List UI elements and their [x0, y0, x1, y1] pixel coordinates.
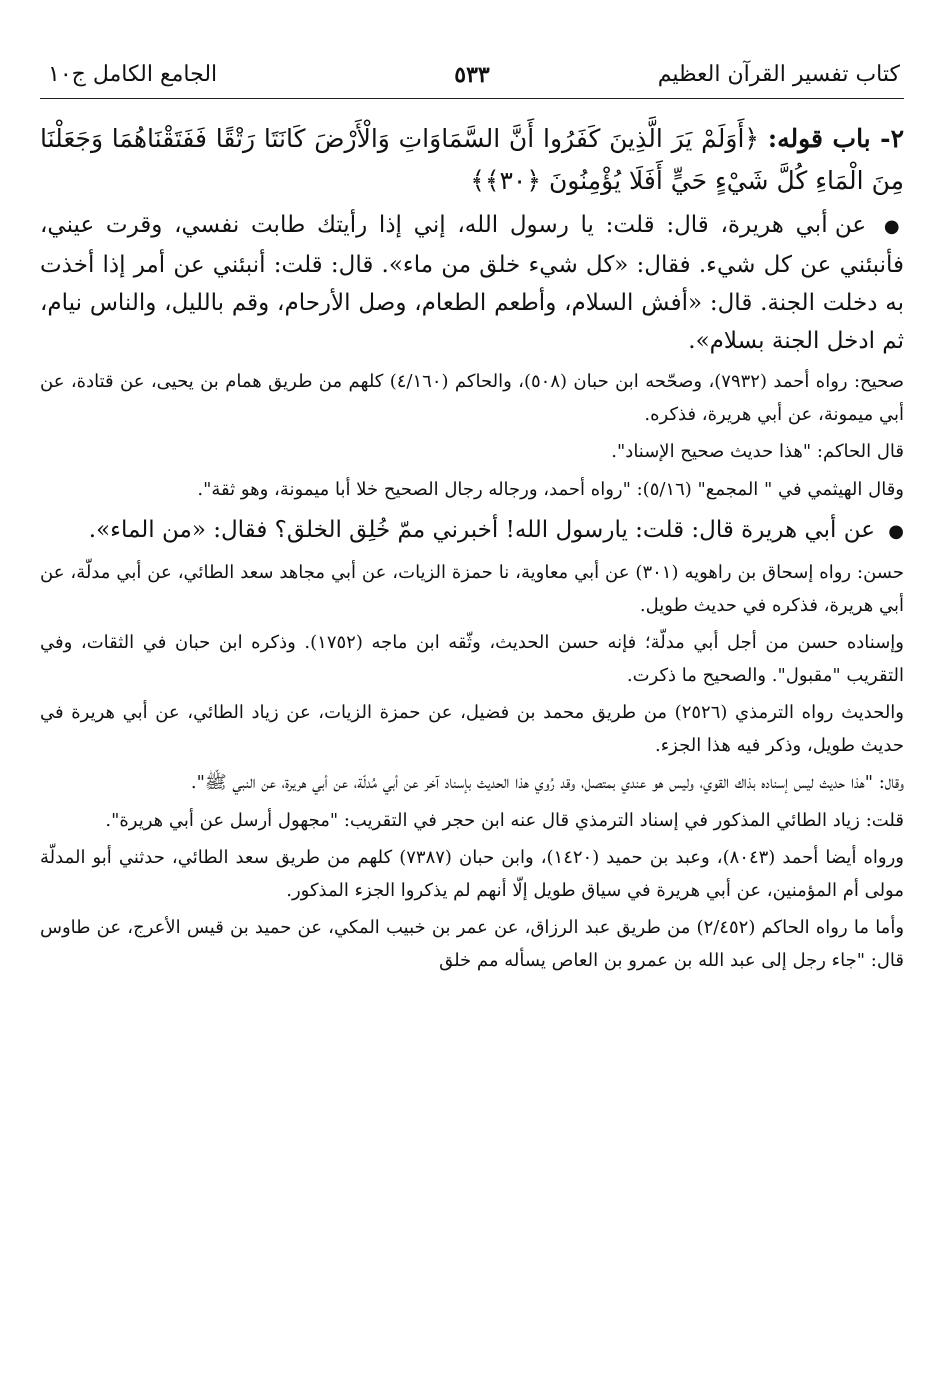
note-paragraph: قلت: زياد الطائي المذكور في إسناد الترمذي قال عنه ابن حجر في التقريب: "مجهول أرسل عن أبي هريرة". [105, 809, 904, 831]
chapter-heading [40, 118, 904, 202]
book-title: كتاب تفسير القرآن العظيم [657, 62, 900, 87]
hadith-bullet: ● [888, 521, 904, 542]
series-title: الجامع الكامل ج١٠ [48, 62, 218, 87]
note-paragraph: وقال الهيثمي في " المجمع" (٥/١٦): "رواه أحمد، ورجاله رجال الصحيح خلا أبا ميمونة، وهو ثقة". [197, 478, 904, 500]
quran-verse: ﴿أَوَلَمْ يَرَ الَّذِينَ كَفَرُوا أَنَّ السَّمَاوَاتِ وَالْأَرْضَ كَانَتَا رَتْقًا فَفَتَقْنَاهُمَا وَجَعَلْنَا مِنَ الْمَاءِ كُلَّ شَيْءٍ حَيٍّ أَفَلَا يُؤْمِنُونَ ﴿٣٠﴾﴾ [40, 124, 904, 195]
book-page [40, 0, 904, 1374]
takhrij-notes-2 [40, 557, 904, 977]
note-paragraph: صحيح: رواه أحمد (٧٩٣٢)، وصحّحه ابن حبان (٥٠٨)، والحاكم (٤/١٦٠) كلهم من طريق همام بن يحيى، عن قتادة، عن أبي ميمونة، عن أبي هريرة، فذكره. [40, 371, 904, 425]
hadith-text-1 [40, 206, 904, 360]
hadith-text-2 [40, 511, 904, 551]
chapter-label: ٢- باب قوله: [767, 124, 904, 153]
page-content [40, 118, 904, 982]
hadith-body: عن أبي هريرة قال: قلت: يارسول الله! أخبرني ممّ خُلِق الخلق؟ فقال: «من الماء». [88, 517, 875, 543]
note-paragraph: حسن: رواه إسحاق بن راهويه (٣٠١) عن أبي معاوية، نا حمزة الزيات، عن أبي مجاهد سعد الطائي، عن أبي مدلّة، عن أبي هريرة، فذكره في حديث طويل. [40, 562, 904, 616]
note-paragraph: والحديث رواه الترمذي (٢٥٢٦) من طريق محمد بن فضيل، عن حمزة الزيات، عن زياد الطائي، عن أبي هريرة في حديث طويل، وذكر فيه هذا الجزء. [40, 702, 905, 756]
note-paragraph: وأما ما رواه الحاكم (٢/٤٥٢) من طريق عبد الرزاق، عن عمر بن خبيب المكي، عن حميد بن قيس الأعرج، عن طاوس قال: "جاء رجل إلى عبد الله بن عمرو بن العاص يسأله مم خلق [40, 917, 905, 971]
note-paragraph: وإسناده حسن من أجل أبي مدلّة؛ فإنه حسن الحديث، وثّقه ابن ماجه (١٧٥٢). وذكره ابن حبان في الثقات، وفي التقريب "مقبول". والصحيح ما ذكرت. [40, 632, 904, 686]
note-paragraph: وقال: "هذا حديث ليس إسناده بذاك القوي، وليس هو عندي بمتصل، وقد رُوي هذا الحديث بإسناد آخر عن أبي مُدلّة، عن أبي هريرة، عن النبي ﷺ". [190, 772, 904, 793]
running-header [40, 58, 904, 99]
page-number: ٥٣٣ [454, 62, 490, 88]
takhrij-notes-1 [40, 366, 904, 506]
note-paragraph: ورواه أيضا أحمد (٨٠٤٣)، وعبد بن حميد (١٤٢٠)، وابن حبان (٧٣٨٧) كلهم من طريق سعد الطائي، حدثني أبو المدلّة مولى أم المؤمنين، عن أبي هريرة في سياق طويل إلّا أنهم لم يذكروا الجزء المذكور. [40, 847, 904, 901]
note-paragraph: قال الحاكم: "هذا حديث صحيح الإسناد". [611, 441, 904, 462]
hadith-bullet: ● [883, 216, 904, 237]
hadith-body: عن أبي هريرة، قال: قلت: يا رسول الله، إني إذا رأيتك طابت نفسي، وقرت عيني، فأنبئني عن كل شيء. فقال: «كل شيء خلق من ماء». قال: قلت: أنبئني عن أمر إذا أخذت به دخلت الجنة. قال: «أفش السلام، وأطعم الطعام، وصل الأرحام، وقم بالليل، والناس نيام، ثم ادخل الجنة بسلام». [40, 212, 904, 354]
